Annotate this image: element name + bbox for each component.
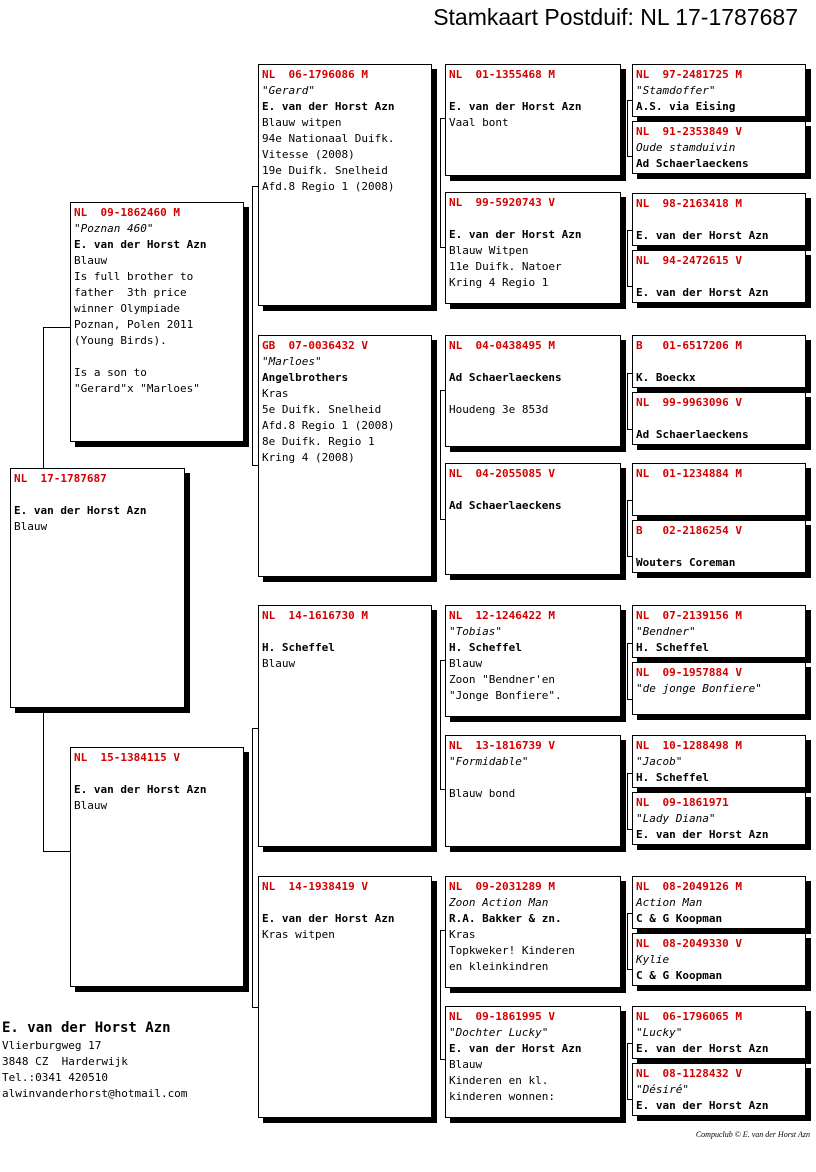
- pigeon-info-line: [14, 487, 181, 503]
- pigeon-info-line: [636, 212, 802, 228]
- ring-number: NL 14-1616730 M: [262, 609, 368, 622]
- ring-number: NL 06-1796086 M: [262, 68, 368, 81]
- pigeon-info-line: H. Scheffel: [449, 641, 522, 654]
- ring-number: GB 07-0036432 V: [262, 339, 368, 352]
- pigeon-info-line: E. van der Horst Azn: [449, 100, 582, 113]
- pigeon-info-line: Houdeng 3e 853d: [449, 403, 549, 416]
- pigeon-info-line: 19e Duifk. Snelheid: [262, 164, 388, 177]
- pigeon-card-g8: [632, 520, 806, 573]
- pigeon-info-line: E. van der Horst Azn: [636, 828, 769, 841]
- pigeon-info-line: Blauw bond: [449, 787, 516, 800]
- pigeon-card-g14: [632, 933, 806, 986]
- pigeon-info-line: Kras witpen: [262, 928, 335, 941]
- pigeon-info-line: Angelbrothers: [262, 371, 349, 384]
- pigeon-info-line: Blauw: [449, 1058, 483, 1071]
- pigeon-info-line: E. van der Horst Azn: [262, 100, 395, 113]
- ring-number: NL 07-2139156 M: [636, 609, 742, 622]
- pigeon-info-line: Topkweker! Kinderen: [449, 944, 575, 957]
- pigeon-card-ff: [258, 64, 432, 306]
- ring-number: NL 15-1384115 V: [74, 751, 180, 764]
- ring-number: NL 17-1787687: [14, 472, 107, 485]
- pigeon-info-line: Oude stamduivin: [636, 141, 736, 154]
- owner-city: 3848 CZ Harderwijk: [2, 1055, 128, 1068]
- ring-number: NL 08-2049330 V: [636, 937, 742, 950]
- pigeon-info-line: [449, 482, 617, 498]
- pigeon-info-line: Blauw: [449, 657, 483, 670]
- pigeon-info-line: [74, 349, 240, 365]
- pigeon-card-g12: [632, 792, 806, 845]
- pigeon-info-line: [262, 624, 428, 640]
- pigeon-info-line: [74, 766, 240, 782]
- pigeon-info-line: "de jonge Bonfiere": [636, 682, 762, 695]
- pigeon-info-line: Action Man: [636, 896, 703, 909]
- pigeon-info-line: Ad Schaerlaeckens: [636, 428, 749, 441]
- pigeon-card-g9: [632, 605, 806, 658]
- ring-number: NL 97-2481725 M: [636, 68, 742, 81]
- ring-number: NL 08-2049126 M: [636, 880, 742, 893]
- pigeon-info-line: H. Scheffel: [636, 771, 709, 784]
- ring-number: NL 09-1861971: [636, 796, 729, 809]
- pigeon-card-g15: [632, 1006, 806, 1059]
- pigeon-info-line: "Gerard": [262, 84, 315, 97]
- owner-email[interactable]: alwinvanderhorst@hotmail.com: [2, 1087, 188, 1100]
- ring-number: NL 13-1816739 V: [449, 739, 555, 752]
- pigeon-info-line: E. van der Horst Azn: [74, 238, 207, 251]
- pigeon-info-line: en kleinkindren: [449, 960, 549, 973]
- pigeon-info-line: [636, 354, 802, 370]
- pigeon-info-line: Zoon Action Man: [449, 896, 549, 909]
- pigeon-info-line: E. van der Horst Azn: [636, 1099, 769, 1112]
- pigeon-info-line: "Tobias": [449, 625, 502, 638]
- pigeon-info-line: "Formidable": [449, 755, 529, 768]
- pigeon-card-mother: [70, 747, 244, 987]
- owner-street: Vlierburgweg 17: [2, 1039, 102, 1052]
- pigeon-info-line: Ad Schaerlaeckens: [636, 157, 749, 170]
- pigeon-info-line: E. van der Horst Azn: [74, 783, 207, 796]
- pigeon-info-line: (Young Birds).: [74, 334, 167, 347]
- pigeon-info-line: E. van der Horst Azn: [636, 229, 769, 242]
- pigeon-info-line: 11e Duifk. Natoer: [449, 260, 562, 273]
- pigeon-info-line: Ad Schaerlaeckens: [449, 499, 562, 512]
- pigeon-info-line: Afd.8 Regio 1 (2008): [262, 180, 395, 193]
- pigeon-info-line: R.A. Bakker & zn.: [449, 912, 562, 925]
- pigeon-info-line: kinderen wonnen:: [449, 1090, 555, 1103]
- pigeon-info-line: Blauw: [262, 657, 296, 670]
- pigeon-info-line: Kylie: [636, 953, 670, 966]
- pigeon-info-line: Vitesse (2008): [262, 148, 355, 161]
- pigeon-card-g10: [632, 662, 806, 715]
- pigeon-card-g4: [632, 250, 806, 303]
- pigeon-info-line: Wouters Coreman: [636, 556, 736, 569]
- pigeon-info-line: E. van der Horst Azn: [262, 912, 395, 925]
- pigeon-card-mmf: [445, 876, 621, 988]
- pigeon-info-line: 5e Duifk. Snelheid: [262, 403, 382, 416]
- ring-number: B 02-2186254 V: [636, 524, 742, 537]
- pigeon-info-line: "Jacob": [636, 755, 683, 768]
- pigeon-info-line: E. van der Horst Azn: [636, 1042, 769, 1055]
- pigeon-info-line: Zoon "Bendner'en: [449, 673, 555, 686]
- pigeon-card-g13: [632, 876, 806, 929]
- pigeon-card-fmf: [445, 335, 621, 447]
- ring-number: NL 06-1796065 M: [636, 1010, 742, 1023]
- ring-number: NL 91-2353849 V: [636, 125, 742, 138]
- pigeon-card-mff: [445, 605, 621, 717]
- pigeon-info-line: C & G Koopman: [636, 912, 723, 925]
- ring-number: NL 14-1938419 V: [262, 880, 368, 893]
- pigeon-info-line: H. Scheffel: [636, 641, 709, 654]
- pigeon-card-g11: [632, 735, 806, 788]
- pigeon-info-line: [262, 895, 428, 911]
- ring-number: NL 99-5920743 V: [449, 196, 555, 209]
- pigeon-info-line: Blauw: [74, 254, 108, 267]
- pigeon-info-line: "Marloes": [262, 355, 322, 368]
- pigeon-info-line: Blauw witpen: [262, 116, 342, 129]
- pigeon-card-fff: [445, 64, 621, 176]
- pigeon-info-line: "Dochter Lucky": [449, 1026, 549, 1039]
- pigeon-info-line: E. van der Horst Azn: [449, 1042, 582, 1055]
- pigeon-info-line: [449, 83, 617, 99]
- pigeon-info-line: father 3th price: [74, 286, 187, 299]
- pigeon-info-line: Kring 4 Regio 1: [449, 276, 549, 289]
- pigeon-card-father: [70, 202, 244, 442]
- pigeon-info-line: Is a son to: [74, 366, 147, 379]
- pigeon-info-line: [449, 211, 617, 227]
- ring-number: NL 09-2031289 M: [449, 880, 555, 893]
- ring-number: NL 09-1957884 V: [636, 666, 742, 679]
- pigeon-info-line: A.S. via Eising: [636, 100, 736, 113]
- pigeon-info-line: Poznan, Polen 2011: [74, 318, 194, 331]
- pigeon-info-line: K. Boeckx: [636, 371, 696, 384]
- ring-number: NL 04-2055085 V: [449, 467, 555, 480]
- footer-credit: Compuclub © E. van der Horst Azn: [695, 1130, 810, 1139]
- ring-number: NL 99-9963096 V: [636, 396, 742, 409]
- pigeon-info-line: E. van der Horst Azn: [636, 286, 769, 299]
- ring-number: NL 08-1128432 V: [636, 1067, 742, 1080]
- pigeon-card-mmm: [445, 1006, 621, 1118]
- ring-number: NL 04-0438495 M: [449, 339, 555, 352]
- pigeon-info-line: H. Scheffel: [262, 641, 335, 654]
- pigeon-card-g7: [632, 463, 806, 516]
- pigeon-info-line: Ad Schaerlaeckens: [449, 371, 562, 384]
- pigeon-card-fm: [258, 335, 432, 577]
- pigeon-info-line: "Bendner": [636, 625, 696, 638]
- pigeon-info-line: "Lucky": [636, 1026, 683, 1039]
- ring-number: NL 10-1288498 M: [636, 739, 742, 752]
- ring-number: NL 09-1862460 M: [74, 206, 180, 219]
- owner-name: E. van der Horst Azn: [2, 1020, 171, 1036]
- pigeon-card-g5: [632, 335, 806, 388]
- pigeon-info-line: "Lady Diana": [636, 812, 716, 825]
- pigeon-info-line: [636, 411, 802, 427]
- ring-number: NL 01-1234884 M: [636, 467, 742, 480]
- pigeon-card-g1: [632, 64, 806, 117]
- pigeon-info-line: "Jonge Bonfiere".: [449, 689, 562, 702]
- ring-number: NL 98-2163418 M: [636, 197, 742, 210]
- pigeon-info-line: [449, 386, 617, 402]
- owner-block: [2, 1018, 187, 1102]
- pigeon-info-line: [449, 354, 617, 370]
- owner-phone: Tel.:0341 420510: [2, 1071, 108, 1084]
- pigeon-info-line: winner Olympiade: [74, 302, 180, 315]
- pigeon-info-line: C & G Koopman: [636, 969, 723, 982]
- pigeon-info-line: "Désiré": [636, 1083, 689, 1096]
- ring-number: NL 01-1355468 M: [449, 68, 555, 81]
- page-title: Stamkaart Postduif: NL 17-1787687: [433, 4, 798, 30]
- ring-number: B 01-6517206 M: [636, 339, 742, 352]
- pigeon-card-main: [10, 468, 185, 708]
- ring-number: NL 94-2472615 V: [636, 254, 742, 267]
- pigeon-info-line: [636, 269, 802, 285]
- pigeon-info-line: "Poznan 460": [74, 222, 154, 235]
- pigeon-info-line: [449, 770, 617, 786]
- pigeon-info-line: Afd.8 Regio 1 (2008): [262, 419, 395, 432]
- pigeon-info-line: 94e Nationaal Duifk.: [262, 132, 395, 145]
- pigeon-info-line: Kinderen en kl.: [449, 1074, 549, 1087]
- pigeon-info-line: [636, 539, 802, 555]
- pigeon-info-line: Vaal bont: [449, 116, 509, 129]
- pigeon-info-line: "Stamdoffer": [636, 84, 716, 97]
- pigeon-info-line: Kras: [449, 928, 476, 941]
- pigeon-info-line: "Gerard"x "Marloes": [74, 382, 200, 395]
- pigeon-card-g16: [632, 1063, 806, 1116]
- pigeon-card-g2: [632, 121, 806, 174]
- pigeon-card-mm: [258, 876, 432, 1118]
- pigeon-card-ffm: [445, 192, 621, 304]
- pigeon-info-line: Blauw Witpen: [449, 244, 529, 257]
- pigeon-info-line: Blauw: [74, 799, 108, 812]
- pigeon-card-g6: [632, 392, 806, 445]
- pigeon-card-mfm: [445, 735, 621, 847]
- pigeon-info-line: E. van der Horst Azn: [449, 228, 582, 241]
- pigeon-info-line: Kras: [262, 387, 289, 400]
- pigeon-info-line: Is full brother to: [74, 270, 194, 283]
- ring-number: NL 09-1861995 V: [449, 1010, 555, 1023]
- pigeon-info-line: Blauw: [14, 520, 48, 533]
- ring-number: NL 12-1246422 M: [449, 609, 555, 622]
- pigeon-info-line: E. van der Horst Azn: [14, 504, 147, 517]
- pigeon-info-line: 8e Duifk. Regio 1: [262, 435, 375, 448]
- pigeon-card-mf: [258, 605, 432, 847]
- pigeon-info-line: Kring 4 (2008): [262, 451, 355, 464]
- pigeon-card-g3: [632, 193, 806, 246]
- pigeon-card-fmm: [445, 463, 621, 575]
